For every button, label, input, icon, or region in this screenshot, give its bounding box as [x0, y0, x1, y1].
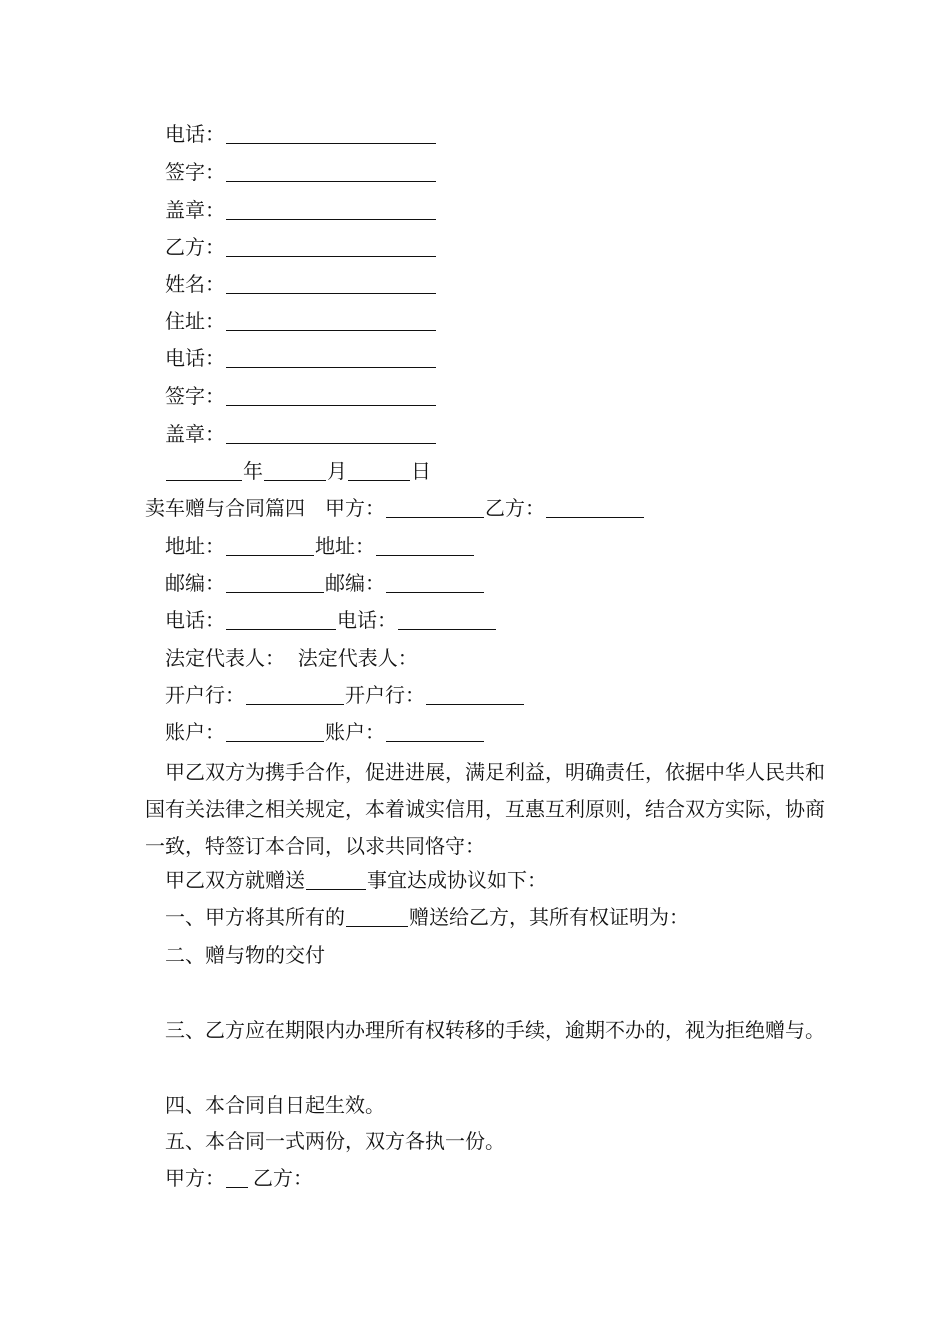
agree-line	[165, 866, 547, 894]
year-label: 年	[243, 459, 263, 483]
item4-line	[165, 1091, 385, 1119]
month-label: 月	[327, 459, 347, 483]
seal2-line	[165, 420, 437, 448]
address-pair-line	[165, 532, 475, 560]
name-label: 姓名：	[165, 272, 225, 296]
bank-pair-line	[165, 681, 525, 709]
address-a-blank[interactable]	[226, 535, 314, 556]
zip-b-label: 邮编：	[325, 571, 385, 595]
sign-blank[interactable]	[226, 161, 436, 182]
account-b-blank[interactable]	[386, 721, 484, 742]
bank-b-blank[interactable]	[426, 684, 524, 705]
item5-text: 五、本合同一式两份，双方各执一份。	[165, 1129, 505, 1153]
phone-b-blank[interactable]	[398, 609, 496, 630]
zip-a-label: 邮编：	[165, 571, 225, 595]
day-label: 日	[411, 459, 431, 483]
address-blank[interactable]	[226, 310, 436, 331]
agree-pre: 甲乙双方就赠送	[165, 868, 305, 892]
zip-pair-line	[165, 569, 485, 597]
account-pair-line	[165, 718, 485, 746]
item2-line	[165, 941, 325, 969]
item5-line	[165, 1127, 505, 1155]
sign-label: 签字：	[165, 160, 225, 184]
name-line	[165, 270, 437, 298]
date-line	[165, 457, 431, 485]
final-sign-line	[165, 1164, 313, 1192]
party-b-label: 乙方：	[165, 235, 225, 259]
sign2-line	[165, 382, 437, 410]
year-blank[interactable]	[166, 460, 242, 481]
address-label: 住址：	[165, 309, 225, 333]
account-a-label: 账户：	[165, 720, 225, 744]
phone-blank[interactable]	[226, 123, 436, 144]
day-blank[interactable]	[348, 460, 410, 481]
final-party-b-label: 乙方：	[253, 1166, 313, 1190]
seal-label: 盖章：	[165, 198, 225, 222]
phone-b-label: 电话：	[337, 608, 397, 632]
contract-heading: 卖车赠与合同篇四	[145, 496, 305, 520]
bank-a-blank[interactable]	[246, 684, 344, 705]
item1-post: 赠送给乙方，其所有权证明为：	[409, 905, 689, 929]
seal2-label: 盖章：	[165, 422, 225, 446]
phone2-line	[165, 344, 437, 372]
sign2-label: 签字：	[165, 384, 225, 408]
item2-text: 二、赠与物的交付	[165, 943, 325, 967]
final-party-a-blank[interactable]	[226, 1167, 248, 1188]
phone-pair-line	[165, 606, 497, 634]
sign2-blank[interactable]	[226, 385, 436, 406]
phone-a-label: 电话：	[165, 608, 225, 632]
phone-label: 电话：	[165, 122, 225, 146]
item3-paragraph: 三、乙方应在期限内办理所有权转移的手续，逾期不办的，视为拒绝赠与。	[165, 1018, 825, 1042]
address-b-label: 地址：	[315, 534, 375, 558]
gift-subject-blank[interactable]	[306, 869, 366, 890]
sign-line	[165, 158, 437, 186]
contract-heading-line	[145, 494, 645, 522]
item4-text: 四、本合同自日起生效。	[165, 1093, 385, 1117]
party-b-blank[interactable]	[226, 236, 436, 257]
party-b-header-label: 乙方：	[485, 496, 545, 520]
address-line	[165, 307, 437, 335]
item1-line	[165, 903, 689, 931]
bank-a-label: 开户行：	[165, 683, 245, 707]
legal-rep-label: 法定代表人： 法定代表人：	[165, 646, 418, 670]
month-blank[interactable]	[264, 460, 326, 481]
party-a-label: 甲方：	[325, 496, 385, 520]
party-b-line	[165, 233, 437, 261]
zip-a-blank[interactable]	[226, 572, 324, 593]
bank-b-label: 开户行：	[345, 683, 425, 707]
account-b-label: 账户：	[325, 720, 385, 744]
phone-line	[165, 120, 437, 148]
intro-paragraph: 甲乙双方为携手合作，促进进展，满足利益，明确责任，依据中华人民共和国有关法律之相关规定，本着诚实信用，互惠互利原则，结合双方实际，协商一致，特签订本合同，以求共同恪守：	[145, 760, 825, 858]
final-party-a-label: 甲方：	[165, 1166, 225, 1190]
seal-line	[165, 196, 437, 224]
phone-a-blank[interactable]	[226, 609, 336, 630]
item1-pre: 一、甲方将其所有的	[165, 905, 345, 929]
phone2-label: 电话：	[165, 346, 225, 370]
zip-b-blank[interactable]	[386, 572, 484, 593]
address-a-label: 地址：	[165, 534, 225, 558]
party-a-blank[interactable]	[386, 497, 484, 518]
party-b-header-blank[interactable]	[546, 497, 644, 518]
phone2-blank[interactable]	[226, 347, 436, 368]
address-b-blank[interactable]	[376, 535, 474, 556]
gift-item-blank[interactable]	[346, 906, 408, 927]
legal-rep-line	[165, 644, 418, 672]
name-blank[interactable]	[226, 273, 436, 294]
seal2-blank[interactable]	[226, 423, 436, 444]
account-a-blank[interactable]	[226, 721, 324, 742]
seal-blank[interactable]	[226, 199, 436, 220]
agree-post: 事宜达成协议如下：	[367, 868, 547, 892]
